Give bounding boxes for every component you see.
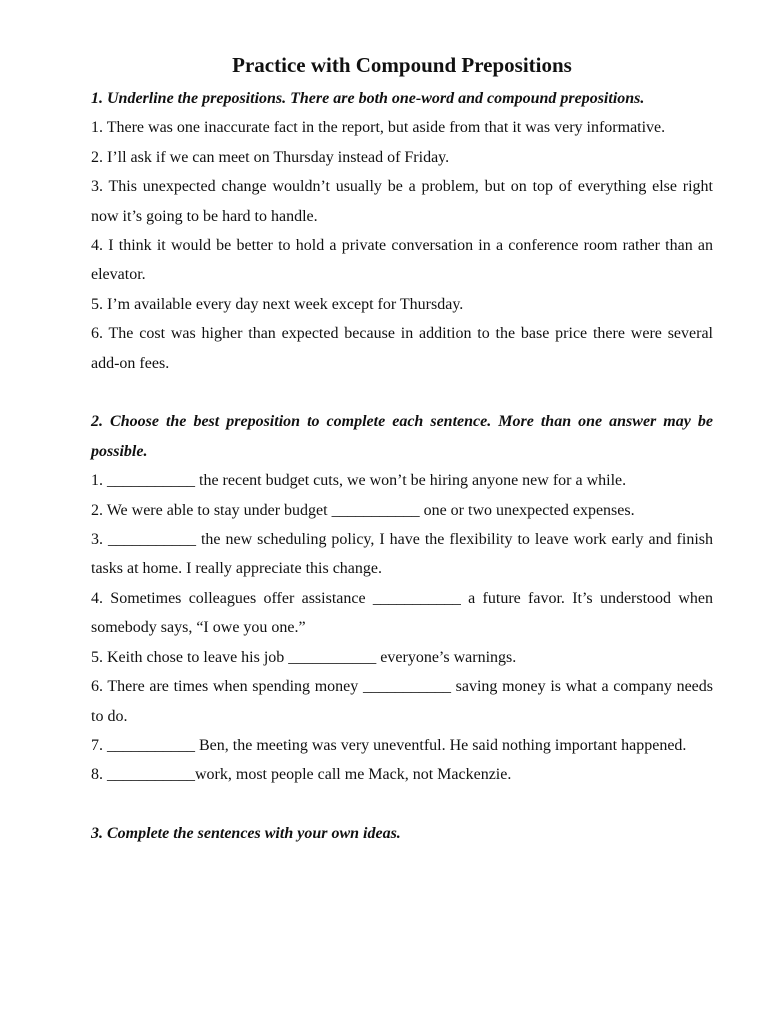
section-1-heading: 1. Underline the prepositions. There are both one-word and compound prepositions. bbox=[91, 90, 645, 107]
section-3-heading: 3. Complete the sentences with your own ideas. bbox=[91, 825, 401, 843]
page-title: Practice with Compound Prepositions bbox=[232, 53, 572, 77]
section-2-item: 7. ___________ Ben, the meeting was very uneventful. He said nothing important happened. bbox=[91, 736, 687, 754]
section-spacer bbox=[91, 378, 713, 407]
section-2-item: 2. We were able to stay under budget ___________ one or two unexpected expenses. bbox=[91, 501, 635, 519]
section-spacer bbox=[91, 790, 713, 819]
section-1-item: 1. There was one inaccurate fact in the report, but aside from that it was very informative. bbox=[91, 119, 666, 137]
section-1-item: 4. I think it would be better to hold a private conversation in a conference room rather than an elevator. bbox=[91, 237, 713, 284]
section-2-item: 5. Keith chose to leave his job ___________ everyone’s warnings. bbox=[91, 648, 517, 666]
section-2-item: 3. ___________ the new scheduling policy, I have the flexibility to leave work early and finish tasks at home. I really appreciate this change. bbox=[91, 531, 713, 578]
section-2-heading: 2. Choose the best preposition to complete each sentence. More than one answer may be possible. bbox=[91, 413, 713, 460]
section-2-item: 1. ___________ the recent budget cuts, we won’t be hiring anyone new for a while. bbox=[91, 472, 627, 490]
worksheet-page bbox=[91, 48, 713, 849]
section-1-item: 3. This unexpected change wouldn’t usually be a problem, but on top of everything else right now it’s going to be hard to handle. bbox=[91, 178, 713, 225]
section-2-item: 8. ___________work, most people call me Mack, not Mackenzie. bbox=[91, 766, 512, 784]
section-2-item: 6. There are times when spending money ___________ saving money is what a company needs to do. bbox=[91, 678, 713, 725]
section-2-item: 4. Sometimes colleagues offer assistance ___________ a future favor. It’s understood when somebody says, “I owe you one.” bbox=[91, 589, 713, 637]
section-1-item: 5. I’m available every day next week except for Thursday. bbox=[91, 295, 464, 313]
section-1-item: 2. I’ll ask if we can meet on Thursday instead of Friday. bbox=[91, 148, 450, 166]
section-1-item: 6. The cost was higher than expected because in addition to the base price there were several add-on fees. bbox=[91, 325, 713, 372]
